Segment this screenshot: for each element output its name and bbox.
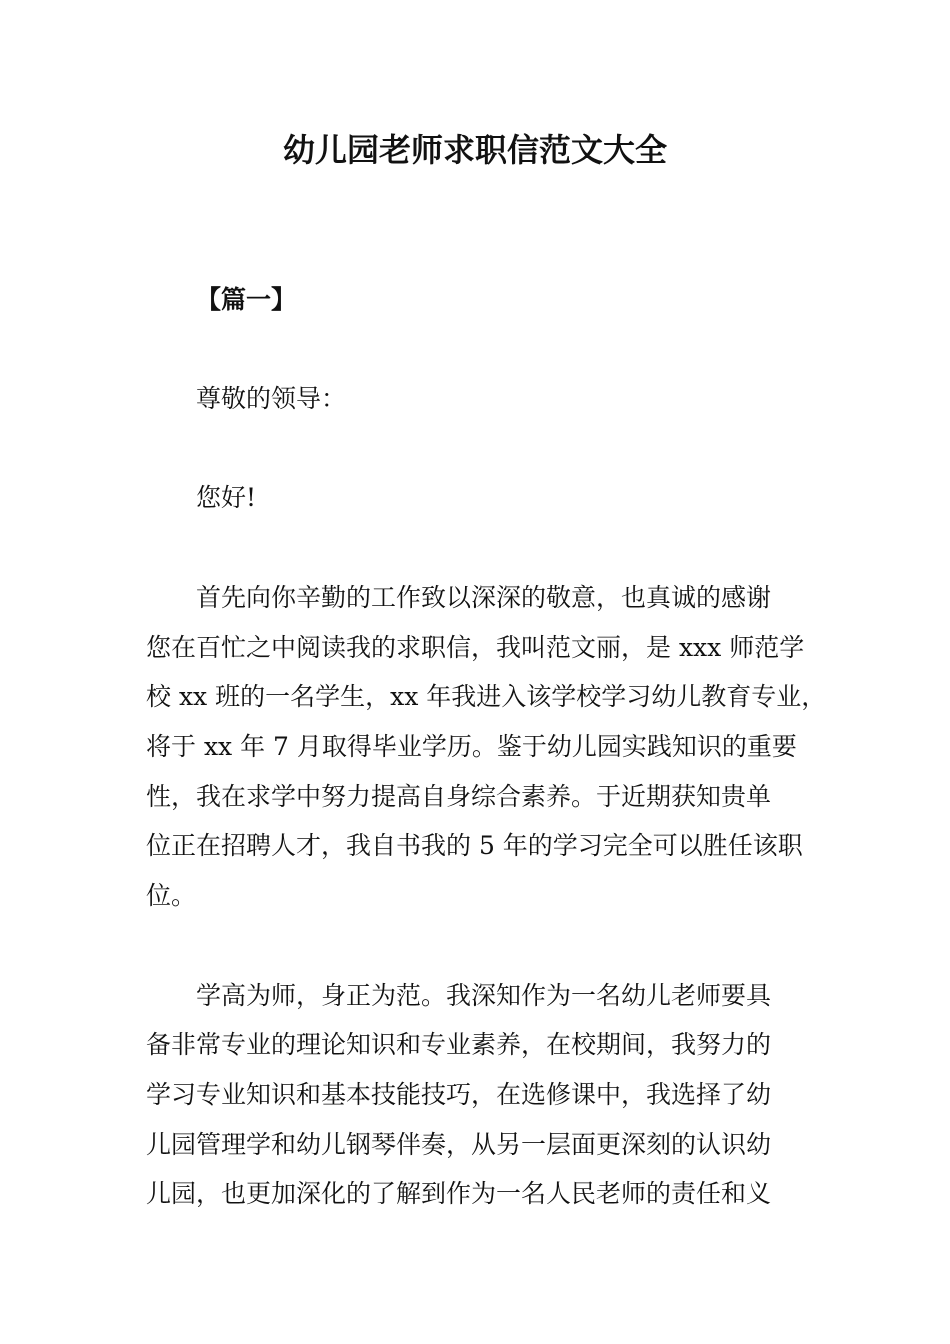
paragraph-line: 将于 xx 年 7 月取得毕业学历。鉴于幼儿园实践知识的重要 [146, 732, 797, 761]
salutation: 尊敬的领导： [196, 384, 347, 413]
paragraph-line: 学习专业知识和基本技能技巧，在选修课中，我选择了幼 [146, 1080, 772, 1109]
document-title: 幼儿园老师求职信范文大全 [282, 131, 667, 169]
greeting: 您好! [196, 483, 257, 512]
section-label: 【篇一】 [196, 285, 297, 314]
paragraph-line: 校 xx 班的一名学生，xx 年我进入该学校学习幼儿教育专业， [146, 682, 826, 711]
paragraph-line: 备非常专业的理论知识和专业素养，在校期间，我努力的 [146, 1030, 772, 1059]
paragraph-line: 性，我在求学中努力提高自身综合素养。于近期获知贵单 [146, 782, 772, 811]
paragraph-line: 儿园，也更加深化的了解到作为一名人民老师的责任和义 [146, 1179, 772, 1208]
paragraph-line: 位。 [146, 881, 197, 910]
paragraph-line: 您在百忙之中阅读我的求职信，我叫范文丽，是 xxx 师范学 [146, 633, 805, 662]
paragraph-line: 儿园管理学和幼儿钢琴伴奏，从另一层面更深刻的认识幼 [146, 1130, 772, 1159]
paragraph-line: 位正在招聘人才，我自书我的 5 年的学习完全可以胜任该职 [146, 831, 803, 860]
paragraph-line: 首先向你辛勤的工作致以深深的敬意，也真诚的感谢 [196, 583, 772, 612]
paragraph-line: 学高为师，身正为范。我深知作为一名幼儿老师要具 [196, 981, 772, 1010]
